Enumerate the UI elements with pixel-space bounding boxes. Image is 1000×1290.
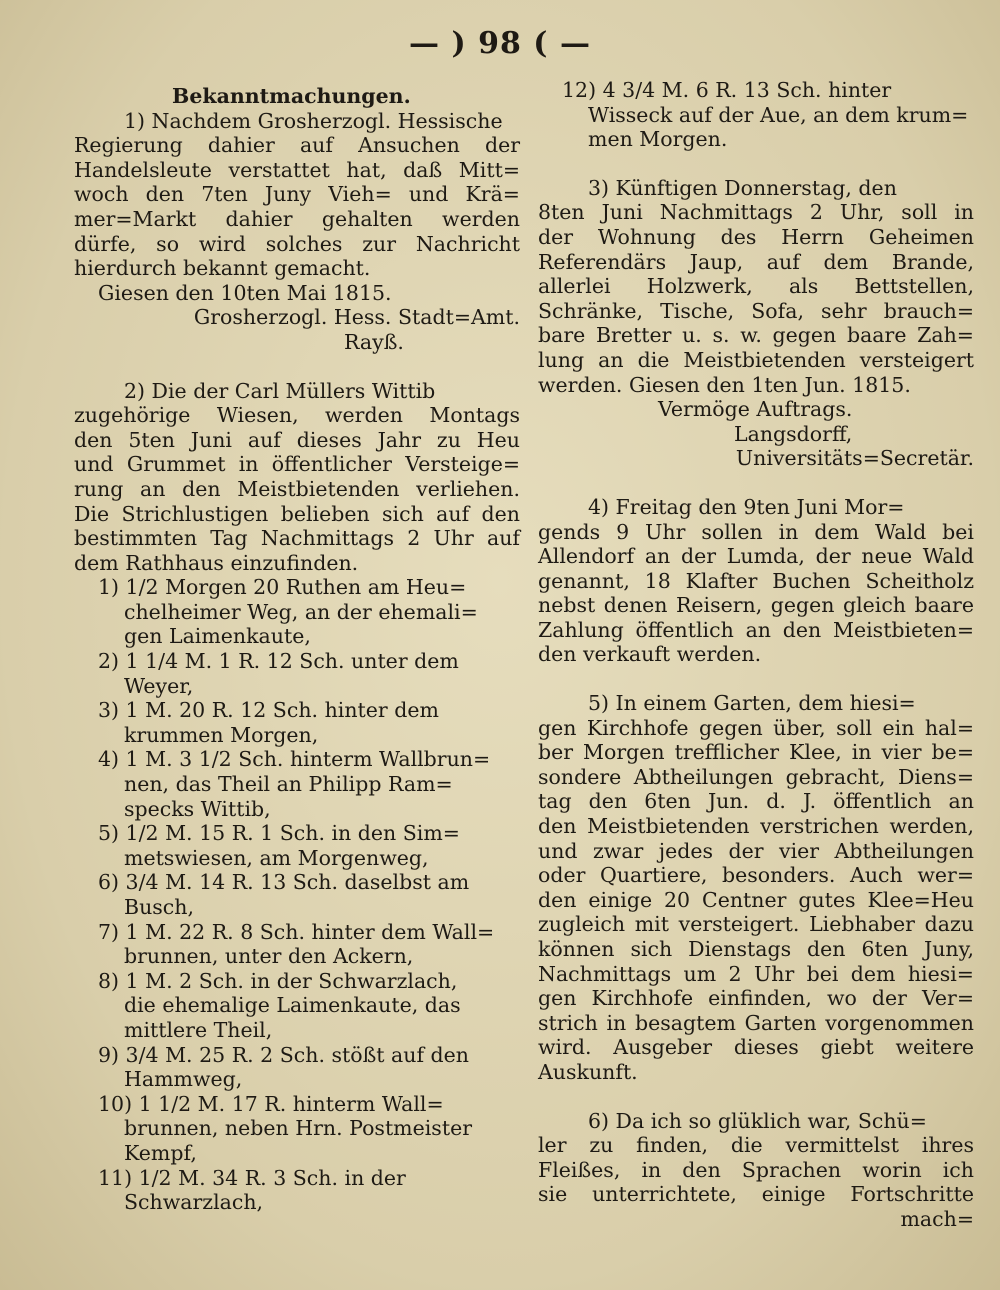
item-line: mittlere Theil, [124, 1017, 273, 1042]
list-item [74, 1166, 520, 1215]
item-line: 8) 1 M. 2 Sch. in der Schwarzlach, [98, 968, 458, 993]
item-line: 10) 1 1/2 M. 17 R. hinterm Wall= [98, 1091, 444, 1116]
list-item [74, 920, 520, 969]
notice-line: genannt, 18 Klafter Buchen Scheitholz [538, 568, 974, 593]
item-line: 2) 1 1/4 M. 1 R. 12 Sch. unter dem [98, 649, 459, 674]
notice-line: Schränke, Tische, Sofa, sehr brauch= [538, 298, 974, 323]
item-line: brunnen, unter den Ackern, [124, 944, 414, 969]
notice-line: woch den 7ten Juny Vieh= und Krä= [74, 182, 520, 207]
notice-line: Zahlung öffentlich an den Meistbieten= [538, 617, 974, 642]
list-item [74, 747, 520, 821]
notice-date: Giesen den 10ten Mai 1815. [98, 280, 392, 305]
notice-line: oder Quartiere, besonders. Auch wer= [538, 863, 974, 888]
section-title: Bekanntmachungen. [172, 84, 411, 108]
notice-line: hierdurch bekannt gemacht. [74, 256, 371, 281]
notice-line: sie unterrichtete, einige Fortschritte [538, 1182, 974, 1207]
parcel-list [74, 575, 520, 1214]
notice-line: dem Rathhaus einzufinden. [74, 550, 359, 575]
notice-line: und Grummet in öffentlicher Versteige= [74, 452, 520, 477]
list-item [74, 1043, 520, 1092]
page-number: — ) 98 ( — [409, 26, 591, 61]
notice-line: gends 9 Uhr sollen in dem Wald bei [538, 519, 974, 544]
notice-6 [538, 1109, 974, 1232]
notice-line: Die Strichlustigen belieben sich auf den [74, 501, 520, 526]
notice-line: und zwar jedes der vier Abtheilungen [538, 838, 974, 863]
notice-4 [538, 495, 974, 667]
notice-line: allerlei Holzwerk, als Bettstellen, [538, 274, 974, 299]
notice-5 [538, 691, 974, 1085]
item-line: Wisseck auf der Aue, an dem krum= [588, 102, 969, 127]
catchword: mach= [900, 1206, 974, 1231]
list-item [74, 870, 520, 919]
item-line: 4) 1 M. 3 1/2 Sch. hinterm Wallbrun= [98, 747, 491, 772]
notice-line: bare Bretter u. s. w. gegen baare Zah= [538, 323, 974, 348]
notice-signature-office: Grosherzogl. Hess. Stadt=Amt. [193, 305, 520, 330]
item-line: 3) 1 M. 20 R. 12 Sch. hinter dem [98, 698, 439, 723]
notice-line: rung an den Meistbietenden verliehen. [74, 476, 520, 501]
item-line: men Morgen. [588, 127, 728, 152]
notice-line: Nachmittags um 2 Uhr bei dem hiesi= [538, 961, 974, 986]
item-line: Schwarzlach, [124, 1190, 264, 1215]
notice-line: bestimmten Tag Nachmittags 2 Uhr auf [74, 526, 520, 551]
notice-line: Fleißes, in den Sprachen worin ich [538, 1157, 974, 1182]
item-line: Weyer, [124, 673, 194, 698]
item-line: Kempf, [124, 1140, 197, 1165]
item-line: 9) 3/4 M. 25 R. 2 Sch. stößt auf den [98, 1042, 470, 1067]
notice-line: Auskunft. [538, 1059, 638, 1084]
item-line: krummen Morgen, [124, 722, 319, 747]
list-item [74, 969, 520, 1043]
notice-line: den Meistbietenden verstrichen werden, [538, 814, 974, 839]
notice-signature-name: Langsdorff, [734, 421, 853, 446]
item-line: 1) 1/2 Morgen 20 Ruthen am Heu= [98, 575, 467, 600]
notice-line: Allendorf an der Lumda, der neue Wald [538, 544, 974, 569]
notice-line: Handelsleute verstattet hat, daß Mitt= [74, 157, 520, 182]
notice-1 [74, 109, 520, 355]
notice-line: den verkauft werden. [538, 642, 762, 667]
item-line: 6) 3/4 M. 14 R. 13 Sch. daselbst am [98, 870, 470, 895]
left-column [74, 84, 520, 1215]
notice-line: den 5ten Juni auf dieses Jahr zu Heu [74, 427, 520, 452]
notice-line: dürfe, so wird solches zur Nachricht [74, 231, 520, 256]
list-item [74, 575, 520, 649]
notice-line: tag den 6ten Jun. d. J. öffentlich an [538, 789, 974, 814]
item-line: nen, das Theil an Philipp Ram= [124, 772, 453, 797]
list-item [74, 821, 520, 870]
notice-line: werden. Giesen den 1ten Jun. 1815. [538, 372, 911, 397]
notice-line: 2) Die der Carl Müllers Wittib [124, 378, 436, 403]
item-line: die ehemalige Laimenkaute, das [124, 993, 461, 1018]
item-line: 7) 1 M. 22 R. 8 Sch. hinter dem Wall= [98, 919, 495, 944]
notice-line: zugleich mit versteigert. Liebhaber dazu [538, 912, 974, 937]
notice-line: können sich Dienstags den 6ten Juny, [538, 937, 974, 961]
notice-line: 1) Nachdem Grosherzogl. Hessische [124, 108, 503, 133]
item-line: specks Wittib, [124, 796, 271, 821]
notice-line: mer=Markt dahier gehalten werden [74, 206, 520, 231]
list-item [74, 649, 520, 698]
notice-line: den einige 20 Centner gutes Klee=Heu [538, 887, 974, 912]
item-line: 11) 1/2 M. 34 R. 3 Sch. in der [98, 1165, 406, 1190]
notice-line: Referendärs Jaup, auf dem Brande, [538, 249, 974, 274]
notice-line: ber Morgen trefflicher Klee, in vier be= [538, 740, 974, 765]
right-column [538, 78, 974, 1232]
notice-line: sondere Abtheilungen gebracht, Diens= [538, 764, 974, 789]
notice-2 [74, 379, 520, 576]
notice-line: Regierung dahier auf Ansuchen der [74, 133, 520, 158]
item-line: metswiesen, am Morgenweg, [124, 845, 429, 870]
notice-line: nebst denen Reisern, gegen gleich baare [538, 593, 974, 618]
notice-line: der Wohnung des Herrn Geheimen [538, 224, 974, 249]
notice-line: 4) Freitag den 9ten Juni Mor= [588, 494, 905, 519]
notice-line: 8ten Juni Nachmittags 2 Uhr, soll in [538, 200, 974, 225]
notice-line: gen Kirchhofe einfinden, wo der Ver= [538, 986, 974, 1011]
notice-line: zugehörige Wiesen, werden Montags [74, 403, 520, 428]
item-line: brunnen, neben Hrn. Postmeister [124, 1116, 472, 1141]
item-line: chelheimer Weg, an der ehemali= [124, 599, 478, 624]
notice-line: strich in besagtem Garten vorgenommen [538, 1010, 974, 1035]
notice-line: wird. Ausgeber dieses giebt weitere [538, 1035, 974, 1060]
notice-line: ler zu finden, die vermittelst ihres [538, 1133, 974, 1158]
item-line: Busch, [124, 895, 194, 919]
item-line: Hammweg, [124, 1067, 243, 1092]
list-item [74, 1092, 520, 1166]
list-item [74, 698, 520, 747]
notice-signature-note: Vermöge Auftrags. [658, 397, 853, 422]
item-line: gen Laimenkaute, [124, 624, 311, 649]
list-item-12 [538, 78, 974, 152]
notice-line: 6) Da ich so glüklich war, Schü= [588, 1108, 927, 1133]
notice-line: gen Kirchhofe gegen über, soll ein hal= [538, 715, 974, 740]
notice-signature-name: Rayß. [344, 329, 404, 354]
notice-line: 3) Künftigen Donnerstag, den [588, 175, 897, 200]
notice-line: lung an die Meistbietenden versteigert [538, 347, 974, 372]
notice-3 [538, 176, 974, 471]
item-line: 12) 4 3/4 M. 6 R. 13 Sch. hinter [562, 78, 892, 102]
notice-line: 5) In einem Garten, dem hiesi= [588, 691, 916, 716]
item-line: 5) 1/2 M. 15 R. 1 Sch. in den Sim= [98, 821, 460, 846]
notice-signature-office: Universitäts=Secretär. [735, 446, 974, 471]
